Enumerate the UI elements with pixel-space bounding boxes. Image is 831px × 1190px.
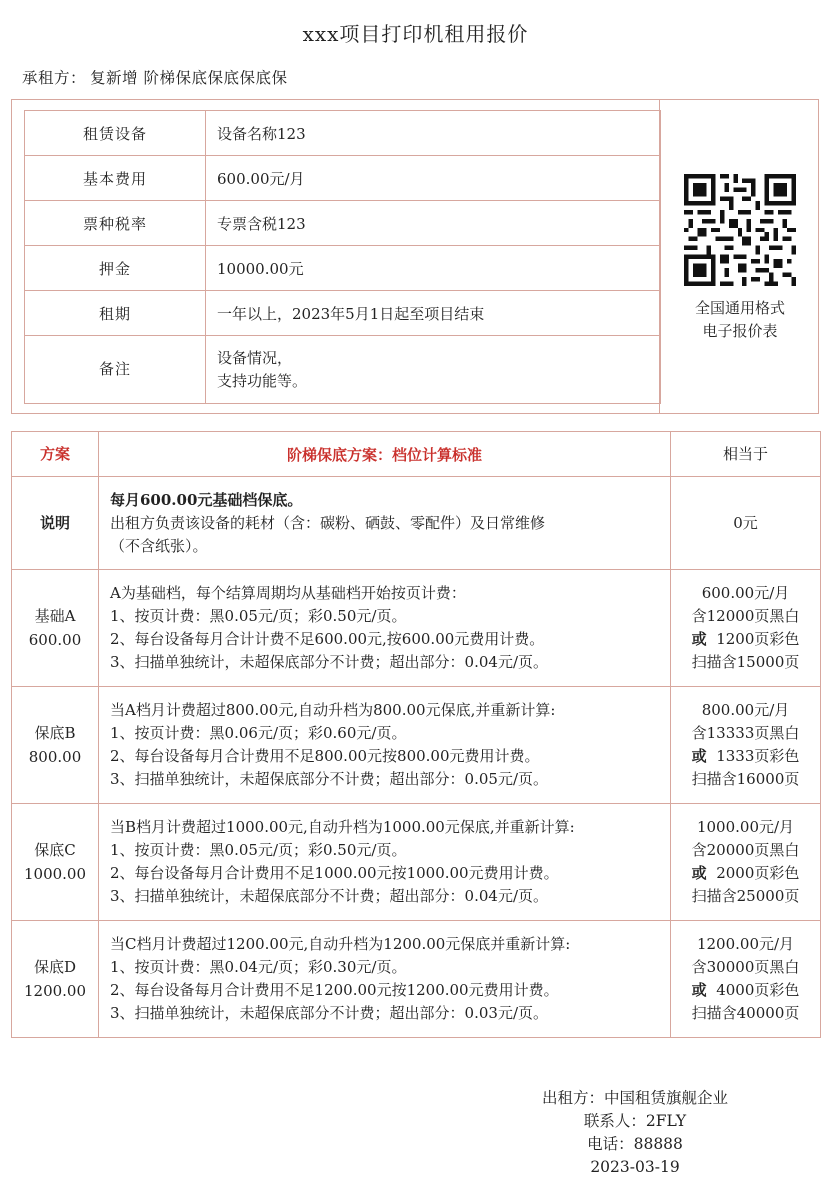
header-equivalent: 相当于 xyxy=(671,432,821,477)
info-row xyxy=(25,336,661,404)
rule-line: 2、每台设备每月合计费用不足1200.00元按1200.00元费用计费。 xyxy=(110,981,559,999)
info-value: 专票含税123 xyxy=(206,201,661,246)
tier-rules xyxy=(99,921,671,1038)
tier-rules xyxy=(99,570,671,687)
rule-line: 当C档月计费超过1200.00元,自动升档为1200.00元保底并重新计算: xyxy=(110,935,571,953)
info-label: 租期 xyxy=(25,291,206,336)
tier-label: 基础A xyxy=(34,607,76,625)
rule-line: 2、每台设备每月合计费用不足1000.00元按1000.00元费用计费。 xyxy=(110,864,559,882)
qr-caption xyxy=(660,297,820,343)
or-word: 或 xyxy=(691,981,707,999)
remark-line: 支持功能等。 xyxy=(217,371,308,390)
or-word: 或 xyxy=(691,864,707,882)
lessee-line xyxy=(22,66,291,88)
info-value: 600.00元/月 xyxy=(206,156,661,201)
phone-number: 电话：88888 xyxy=(587,1135,683,1153)
tier-equivalent xyxy=(671,804,821,921)
tier-label: 保底B xyxy=(34,724,76,742)
tier-amount: 800.00 xyxy=(28,748,82,766)
rule-line: 3、扫描单独统计，未超保底部分不计费；超出部分：0.04元/页。 xyxy=(110,887,548,905)
tier-amount: 1200.00 xyxy=(23,982,87,1000)
rule-line: 1、按页计费：黑0.06元/页；彩0.60元/页。 xyxy=(110,724,407,742)
rule-line: 当A档月计费超过800.00元,自动升档为800.00元保底,并重新计算: xyxy=(110,701,556,719)
lessee-label: 承租方： xyxy=(22,69,87,87)
eq-line: 扫描含25000页 xyxy=(691,887,800,905)
tier-name xyxy=(12,687,99,804)
info-value xyxy=(206,336,661,404)
rule-line: 2、每台设备每月合计费用不足800.00元按800.00元费用计费。 xyxy=(110,747,540,765)
tier-name xyxy=(12,921,99,1038)
eq-color: 2000页彩色 xyxy=(716,864,800,882)
eq-line xyxy=(671,628,820,651)
info-row xyxy=(25,246,661,291)
description-text xyxy=(99,477,671,570)
info-label: 租赁设备 xyxy=(25,111,206,156)
remark-line: 设备情况， xyxy=(217,348,293,367)
tier-row xyxy=(12,687,821,804)
contact-person: 联系人：2FLY xyxy=(583,1112,687,1130)
eq-line: 1200.00元/月 xyxy=(696,935,795,953)
equipment-info-box xyxy=(11,99,819,414)
table-header-row xyxy=(12,432,821,477)
lessor-name: 出租方：中国租赁旗舰企业 xyxy=(541,1089,728,1107)
qr-caption-line: 全国通用格式 xyxy=(694,299,785,317)
info-row xyxy=(25,156,661,201)
or-word: 或 xyxy=(691,747,707,765)
rule-line: 3、扫描单独统计，未超保底部分不计费；超出部分：0.05元/页。 xyxy=(110,770,548,788)
rule-line: 2、每台设备每月合计计费不足600.00元,按600.00元费用计费。 xyxy=(110,630,545,648)
tier-row xyxy=(12,921,821,1038)
eq-line: 扫描含16000页 xyxy=(691,770,800,788)
rule-line: 3、扫描单独统计，未超保底部分不计费；超出部分：0.03元/页。 xyxy=(110,1004,548,1022)
info-label: 基本费用 xyxy=(25,156,206,201)
eq-line: 含13333页黑白 xyxy=(691,724,800,742)
rule-line: 当B档月计费超过1000.00元,自动升档为1000.00元保底,并重新计算: xyxy=(110,818,575,836)
rule-line: 1、按页计费：黑0.05元/页；彩0.50元/页。 xyxy=(110,607,407,625)
or-word: 或 xyxy=(691,630,707,648)
eq-line: 含30000页黑白 xyxy=(691,958,800,976)
tier-row xyxy=(12,804,821,921)
header-standard: 阶梯保底方案：档位计算标准 xyxy=(99,432,671,477)
tier-label: 保底D xyxy=(33,958,77,976)
tier-name xyxy=(12,570,99,687)
tier-equivalent xyxy=(671,570,821,687)
eq-color: 4000页彩色 xyxy=(716,981,800,999)
description-heading: 每月600.00元基础档保底。 xyxy=(110,490,303,509)
header-plan: 方案 xyxy=(12,432,99,477)
eq-line: 800.00元/月 xyxy=(701,701,790,719)
tier-amount: 1000.00 xyxy=(23,865,87,883)
tier-label: 保底C xyxy=(34,841,76,859)
pricing-plan-table xyxy=(11,431,821,1038)
eq-line: 600.00元/月 xyxy=(701,584,790,602)
quote-date: 2023-03-19 xyxy=(590,1158,680,1176)
eq-line: 1000.00元/月 xyxy=(696,818,795,836)
eq-color: 1333页彩色 xyxy=(716,747,800,765)
tier-rules xyxy=(99,687,671,804)
eq-line: 扫描含15000页 xyxy=(691,653,800,671)
info-row xyxy=(25,291,661,336)
tier-equivalent xyxy=(671,921,821,1038)
description-row xyxy=(12,477,821,570)
info-value: 一年以上，2023年5月1日起至项目结束 xyxy=(206,291,661,336)
equipment-info-table xyxy=(24,110,661,404)
info-value: 设备名称123 xyxy=(206,111,661,156)
eq-line: 含12000页黑白 xyxy=(691,607,800,625)
document-title: xxx项目打印机租用报价 xyxy=(302,22,529,46)
rule-line: 1、按页计费：黑0.04元/页；彩0.30元/页。 xyxy=(110,958,407,976)
info-row xyxy=(25,201,661,246)
qr-code-icon xyxy=(684,174,796,286)
info-row xyxy=(25,111,661,156)
info-label: 押金 xyxy=(25,246,206,291)
eq-line: 含20000页黑白 xyxy=(691,841,800,859)
eq-line xyxy=(671,862,820,885)
tier-amount: 600.00 xyxy=(28,631,82,649)
rule-line: A为基础档，每个结算周期均从基础档开始按页计费： xyxy=(110,584,466,602)
rule-line: 1、按页计费：黑0.05元/页；彩0.50元/页。 xyxy=(110,841,407,859)
eq-line xyxy=(671,979,820,1002)
eq-color: 1200页彩色 xyxy=(716,630,800,648)
eq-line xyxy=(671,745,820,768)
divider xyxy=(659,100,660,413)
qr-caption-line: 电子报价表 xyxy=(702,322,778,340)
eq-line: 扫描含40000页 xyxy=(691,1004,800,1022)
description-label: 说明 xyxy=(12,477,99,570)
rule-line: 3、扫描单独统计，未超保底部分不计费；超出部分：0.04元/页。 xyxy=(110,653,548,671)
description-line: 出租方负责该设备的耗材（含：碳粉、硒鼓、零配件）及日常维修 xyxy=(110,513,546,532)
lessee-value: 复新增 阶梯保底保底保底保 xyxy=(90,69,288,87)
lessor-footer xyxy=(470,1087,800,1179)
info-label: 备注 xyxy=(25,336,206,404)
tier-rules xyxy=(99,804,671,921)
description-line: （不含纸张）。 xyxy=(110,536,208,555)
info-label: 票种税率 xyxy=(25,201,206,246)
tier-name xyxy=(12,804,99,921)
description-equivalent: 0元 xyxy=(671,477,821,570)
info-value: 10000.00元 xyxy=(206,246,661,291)
tier-equivalent xyxy=(671,687,821,804)
tier-row xyxy=(12,570,821,687)
